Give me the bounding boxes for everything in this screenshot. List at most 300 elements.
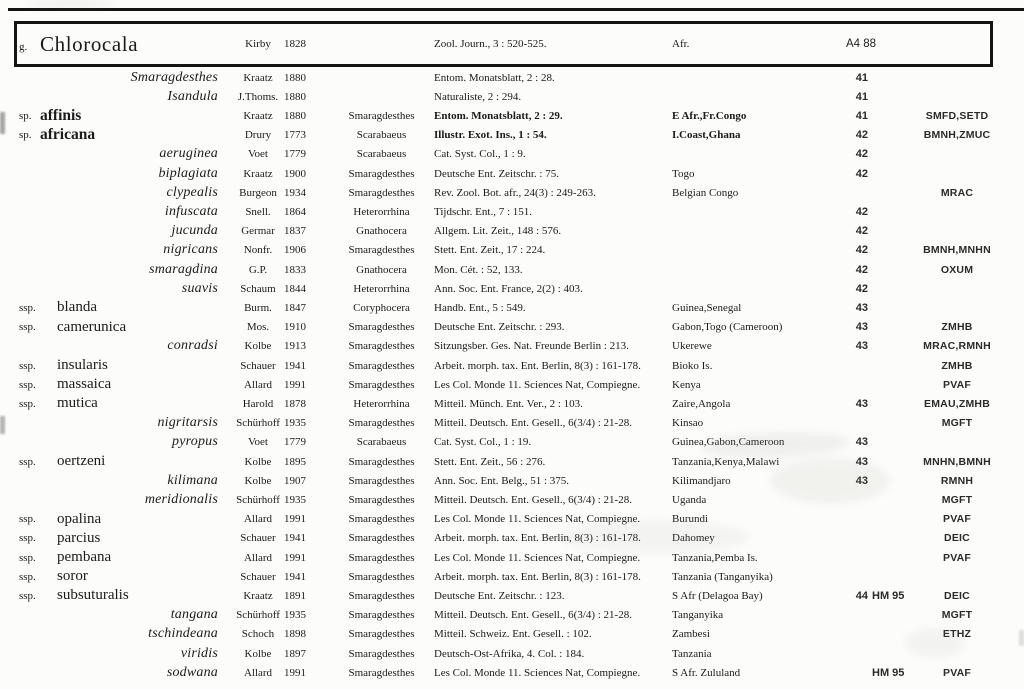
year: 1913 [284, 340, 306, 353]
original-genus: Smaragdesthes [348, 589, 415, 602]
museum-codes: EMAU,ZMHB [924, 397, 990, 410]
rank-prefix: ssp. [19, 378, 36, 391]
distribution: Zambesi [672, 628, 710, 641]
distribution: Guinea,Senegal [672, 301, 742, 314]
taxon-name: oertzeni [57, 453, 106, 470]
original-genus: Heterorrhina [353, 205, 410, 218]
author: Allard [243, 551, 273, 564]
taxon-name: parcius [57, 529, 101, 546]
distribution: Uganda [672, 493, 707, 506]
distribution [672, 87, 840, 106]
page-number: 44 [855, 589, 868, 602]
museum-codes: ZMHB [941, 359, 973, 372]
year: 1907 [284, 474, 306, 487]
table-row [0, 145, 1024, 164]
citation: Deutsch-Ost-Afrika, 4. Col. : 184. [434, 647, 585, 660]
taxon-name: smaragdina [149, 261, 218, 277]
author: Burm. [244, 301, 272, 314]
table-row [0, 586, 1024, 605]
author: Schoch [241, 628, 275, 641]
page-number: 41 [855, 109, 868, 122]
citation: Mitteil. Deutsch. Ent. Gesell., 6(3/4) : 21-28. [434, 493, 632, 506]
author: Kraatz [243, 589, 273, 602]
table-row [0, 241, 1024, 260]
original-genus: Smaragdesthes [348, 609, 415, 622]
table-row [0, 87, 1024, 106]
page-number [840, 548, 868, 567]
table-row [0, 222, 1024, 241]
year: 1935 [284, 493, 306, 506]
table-row [0, 183, 1024, 202]
rank-prefix: ssp. [19, 455, 36, 468]
museum-codes: MGFT [941, 417, 973, 430]
table-row [0, 606, 1024, 625]
taxon-name: nigritarsis [157, 415, 218, 431]
hm-reference: HM 95 [872, 589, 905, 602]
original-genus: Smaragdesthes [348, 359, 415, 372]
original-genus [330, 68, 433, 87]
year: 1941 [284, 570, 306, 583]
taxon-name: subsuturalis [57, 587, 129, 604]
distribution [672, 222, 840, 241]
year: 1897 [284, 647, 306, 660]
page-number: 43 [855, 301, 868, 314]
museum-codes: MNHN,BMNH [923, 455, 991, 468]
citation: Tijdschr. Ent., 7 : 151. [434, 205, 532, 218]
original-genus: Heterorrhina [353, 397, 410, 410]
citation: Cat. Syst. Col., 1 : 9. [434, 148, 526, 161]
citation: Naturaliste, 2 : 294. [434, 90, 522, 103]
distribution: Tanganyika [672, 609, 724, 622]
year: 1864 [284, 205, 306, 218]
original-genus: Smaragdesthes [348, 532, 415, 545]
distribution: Tanzania,Kenya,Malawi [672, 455, 780, 468]
distribution: Afr. [672, 38, 690, 50]
museum-codes: PVAF [942, 378, 972, 391]
page-number: 43 [855, 340, 868, 353]
year: 1906 [284, 244, 306, 257]
taxon-name: viridis [180, 645, 218, 661]
scan-edge-mark [0, 416, 5, 434]
taxon-name: pyropus [172, 434, 218, 450]
year: 1891 [284, 589, 306, 602]
year: 1847 [284, 301, 306, 314]
citation: Deutsche Ent. Zeitschr. : 293. [434, 321, 565, 334]
page-number: 43 [855, 455, 868, 468]
museum-codes: PVAF [942, 513, 972, 526]
author: Germar [241, 225, 275, 238]
page-number: 42 [855, 167, 868, 180]
taxon-name: soror [57, 568, 88, 585]
year: 1898 [284, 628, 306, 641]
author: Schürhoff [236, 417, 280, 430]
distribution: Kilimandjaro [672, 474, 731, 487]
table-row [0, 337, 1024, 356]
original-genus: Smaragdesthes [348, 647, 415, 660]
table-row [0, 625, 1024, 644]
taxon-name: insularis [57, 357, 108, 374]
year: 1880 [284, 109, 306, 122]
museum-codes: BMNH,ZMUC [923, 129, 991, 142]
distribution: Tanzania (Tanganyika) [672, 570, 773, 583]
original-genus: Smaragdesthes [348, 474, 415, 487]
museum-codes: MRAC [940, 186, 974, 199]
distribution: Dahomey [672, 532, 715, 545]
museum-codes: MGFT [941, 493, 973, 506]
museum-codes [910, 202, 1004, 221]
year: 1779 [284, 148, 306, 161]
rank-prefix: ssp. [19, 589, 36, 602]
table-row [0, 202, 1024, 221]
original-genus: Gnathocera [356, 225, 407, 238]
distribution: Kenya [672, 378, 701, 391]
page-number [840, 510, 868, 529]
museum-codes: SMFD,SETD [925, 109, 989, 122]
year: 1991 [284, 378, 306, 391]
original-genus: Smaragdesthes [348, 417, 415, 430]
taxon-name: mutica [57, 395, 98, 412]
original-genus: Smaragdesthes [348, 666, 415, 679]
author: Kolbe [244, 647, 272, 660]
distribution: I.Coast,Ghana [672, 129, 741, 142]
author: Schaum [240, 282, 276, 295]
page-number [840, 375, 868, 394]
museum-codes: MRAC,RMNH [923, 340, 991, 353]
year: 1900 [284, 167, 306, 180]
year: 1779 [284, 436, 306, 449]
citation: Mitteil. Deutsch. Ent. Gesell., 6(3/4) : 21-28. [434, 417, 632, 430]
taxon-name: biplagiata [158, 165, 218, 181]
original-genus [330, 21, 433, 67]
citation: Handb. Ent., 5 : 549. [434, 301, 526, 314]
citation: Mon. Cét. : 52, 133. [434, 263, 523, 276]
museum-codes [910, 164, 1004, 183]
table-row [0, 298, 1024, 317]
museum-codes [910, 87, 1004, 106]
distribution: Tanzania,Pemba Is. [672, 551, 758, 564]
author: Snell. [245, 205, 271, 218]
page-number [840, 356, 868, 375]
rank-prefix: ssp. [19, 551, 36, 564]
citation: Ann. Soc. Ent. Belg., 51 : 375. [434, 474, 570, 487]
taxon-name: affinis [40, 106, 82, 124]
year: 1991 [284, 551, 306, 564]
museum-codes: BMNH,MNHN [923, 244, 991, 257]
original-genus [330, 87, 433, 106]
museum-codes: DEIC [944, 589, 970, 602]
citation: Entom. Monatsblatt, 2 : 29. [434, 109, 563, 122]
table-row [0, 68, 1024, 87]
page-number: 41 [855, 90, 868, 103]
taxon-name: tangana [170, 607, 218, 623]
year: 1934 [284, 186, 306, 199]
year: 1935 [284, 609, 306, 622]
distribution: Bioko Is. [672, 359, 713, 372]
museum-codes: ETHZ [942, 628, 972, 641]
page-number [840, 567, 868, 586]
author: Kirby [245, 38, 271, 50]
table-row [0, 567, 1024, 586]
taxon-name: pembana [57, 549, 112, 566]
rank-prefix: sp. [19, 129, 32, 142]
table-row [0, 663, 1024, 682]
rank-prefix: sp. [19, 109, 32, 122]
museum-codes [910, 298, 1004, 317]
citation: Mitteil. Schweiz. Ent. Gesell. : 102. [434, 628, 592, 641]
taxon-name: massaica [57, 376, 112, 393]
distribution [672, 145, 840, 164]
museum-codes: OXUM [940, 263, 974, 276]
distribution: S Afr. Zululand [672, 666, 741, 679]
page-number [840, 490, 868, 509]
museum-codes [910, 21, 1004, 67]
rank-prefix: ssp. [19, 359, 36, 372]
citation: Stett. Ent. Zeit., 56 : 276. [434, 455, 546, 468]
year: 1773 [284, 129, 306, 142]
year: 1910 [284, 321, 306, 334]
original-genus: Coryphocera [353, 301, 410, 314]
rank-prefix: g. [19, 41, 28, 53]
rank-prefix: ssp. [19, 301, 36, 314]
page-number: 42 [855, 244, 868, 257]
table-row [0, 260, 1024, 279]
table-row [0, 279, 1024, 298]
top-rule [8, 8, 1024, 11]
original-genus: Scarabaeus [356, 148, 407, 161]
author: Schürhoff [236, 609, 280, 622]
rank-prefix: ssp. [19, 532, 36, 545]
citation: Les Col. Monde 11. Sciences Nat, Compiegne. [434, 378, 641, 391]
museum-codes [910, 68, 1004, 87]
citation: Stett. Ent. Zeit., 17 : 224. [434, 244, 546, 257]
distribution: S Afr (Delagoa Bay) [672, 589, 763, 602]
table-row [0, 164, 1024, 183]
author: Kolbe [244, 455, 272, 468]
author: J.Thoms. [237, 90, 279, 103]
author: Kraatz [243, 109, 273, 122]
scan-smudge [25, 0, 115, 7]
author: Allard [243, 513, 273, 526]
citation: Mitteil. Deutsch. Ent. Gesell., 6(3/4) : 21-28. [434, 609, 632, 622]
rank-prefix: ssp. [19, 570, 36, 583]
original-genus: Smaragdesthes [348, 186, 415, 199]
taxon-name: nigricans [163, 242, 218, 258]
citation: Sitzungsber. Ges. Nat. Freunde Berlin : 213. [434, 340, 629, 353]
distribution: Gabon,Togo (Cameroon) [672, 321, 783, 334]
year: 1991 [284, 666, 306, 679]
page-number [840, 663, 868, 682]
citation: Rev. Zool. Bot. afr., 24(3) : 249-263. [434, 186, 596, 199]
author: Schauer [240, 359, 276, 372]
author: Schauer [240, 532, 276, 545]
year: 1828 [284, 38, 306, 50]
year: 1833 [284, 263, 306, 276]
table-row [0, 318, 1024, 337]
author: Nonfr. [243, 244, 273, 257]
rank-prefix: ssp. [19, 321, 36, 334]
distribution [672, 279, 840, 298]
year: 1880 [284, 71, 306, 84]
year: 1844 [284, 282, 306, 295]
citation: Arbeit. morph. tax. Ent. Berlin, 8(3) : 161-178. [434, 359, 641, 372]
original-genus: Smaragdesthes [348, 244, 415, 257]
taxon-name: africana [40, 126, 96, 144]
original-genus: Gnathocera [356, 263, 407, 276]
citation: Allgem. Lit. Zeit., 148 : 576. [434, 225, 562, 238]
table-row [0, 433, 1024, 452]
year: 1837 [284, 225, 306, 238]
citation: Les Col. Monde 11. Sciences Nat, Compiegne. [434, 551, 641, 564]
museum-codes: DEIC [944, 532, 970, 545]
rank-prefix: ssp. [19, 513, 36, 526]
distribution: Guinea,Gabon,Cameroon [672, 436, 785, 449]
citation: Ann. Soc. Ent. France, 2(2) : 403. [434, 282, 583, 295]
year: 1941 [284, 532, 306, 545]
page-number: 42 [855, 282, 868, 295]
author: Mos. [246, 321, 270, 334]
citation: Les Col. Monde 11. Sciences Nat, Compiegne. [434, 513, 641, 526]
table-row [0, 452, 1024, 471]
original-genus: Smaragdesthes [348, 109, 415, 122]
page-number [840, 606, 868, 625]
taxon-name: Isandula [167, 88, 218, 104]
table-row [0, 548, 1024, 567]
author: Harold [242, 397, 274, 410]
taxon-name: Chlorocala [40, 31, 139, 56]
citation: Arbeit. morph. tax. Ent. Berlin, 8(3) : 161-178. [434, 570, 641, 583]
table-row [0, 356, 1024, 375]
author: Kolbe [244, 474, 272, 487]
original-genus: Smaragdesthes [348, 513, 415, 526]
citation: Arbeit. morph. tax. Ent. Berlin, 8(3) : 161-178. [434, 532, 641, 545]
taxon-name: clypealis [166, 184, 218, 200]
page-number [840, 625, 868, 644]
distribution: E Afr.,Fr.Congo [672, 109, 747, 122]
page-number: 42 [855, 263, 868, 276]
museum-codes [910, 644, 1004, 663]
author: Kolbe [244, 340, 272, 353]
table-row [0, 21, 1024, 67]
taxon-name: blanda [57, 299, 97, 316]
hm-reference: HM 95 [872, 666, 905, 679]
distribution: Zaire,Angola [672, 397, 731, 410]
museum-codes [910, 433, 1004, 452]
author: Schürhoff [236, 493, 280, 506]
citation: Les Col. Monde 11. Sciences Nat, Compiegne. [434, 666, 641, 679]
original-genus: Smaragdesthes [348, 378, 415, 391]
original-genus: Heterorrhina [353, 282, 410, 295]
taxon-name: conradsi [167, 338, 218, 354]
year: 1880 [284, 90, 306, 103]
distribution: Ukerewe [672, 340, 712, 353]
citation: Illustr. Exot. Ins., 1 : 54. [434, 129, 547, 142]
page-number [840, 529, 868, 548]
author: Kraatz [243, 71, 273, 84]
museum-codes: MGFT [941, 609, 973, 622]
taxon-name: sodwana [166, 664, 218, 680]
taxon-name: infuscata [164, 203, 218, 219]
distribution [672, 241, 840, 260]
page-number: 43 [855, 397, 868, 410]
author: Allard [243, 666, 273, 679]
original-genus: Smaragdesthes [348, 321, 415, 334]
original-genus: Smaragdesthes [348, 570, 415, 583]
taxon-name: meridionalis [144, 491, 218, 507]
page-number: 43 [855, 321, 868, 334]
original-genus: Smaragdesthes [348, 455, 415, 468]
taxon-name: aeruginea [159, 146, 218, 162]
table-row [0, 375, 1024, 394]
table-row [0, 471, 1024, 490]
distribution: Kinsao [672, 417, 704, 430]
year: 1878 [284, 397, 306, 410]
page-number: 41 [855, 71, 868, 84]
museum-codes [910, 279, 1004, 298]
page-number: 43 [855, 474, 868, 487]
page-number [840, 414, 868, 433]
page-number [840, 183, 868, 202]
original-genus: Scarabaeus [356, 129, 407, 142]
citation: Entom. Monatsblatt, 2 : 28. [434, 71, 555, 84]
taxon-name: tschindeana [148, 626, 218, 642]
museum-codes: ZMHB [941, 321, 973, 334]
taxon-name: opalina [57, 510, 102, 527]
original-genus: Scarabaeus [356, 436, 407, 449]
museum-codes [910, 145, 1004, 164]
distribution: Belgian Congo [672, 186, 739, 199]
taxon-name: suavis [181, 280, 218, 296]
page-number: 42 [855, 225, 868, 238]
page-number: 42 [855, 148, 868, 161]
table-row [0, 644, 1024, 663]
author: Burgeon [239, 186, 277, 199]
scan-edge-mark [0, 112, 5, 134]
citation: Deutsche Ent. Zeitschr. : 123. [434, 589, 565, 602]
distribution [672, 260, 840, 279]
table-row [0, 529, 1024, 548]
museum-codes: RMNH [940, 474, 974, 487]
taxon-name: jucunda [171, 223, 218, 239]
author: Voet [248, 148, 268, 161]
rank-prefix: ssp. [19, 397, 36, 410]
original-genus: Smaragdesthes [348, 340, 415, 353]
distribution: Burundi [672, 513, 709, 526]
table-row [0, 106, 1024, 125]
year: 1941 [284, 359, 306, 372]
year: 1935 [284, 417, 306, 430]
original-genus: Smaragdesthes [348, 551, 415, 564]
museum-codes: PVAF [942, 551, 972, 564]
table-row [0, 394, 1024, 413]
year: 1895 [284, 455, 306, 468]
author: Schauer [240, 570, 276, 583]
page-number: 42 [855, 129, 868, 142]
original-genus: Smaragdesthes [348, 493, 415, 506]
museum-codes: PVAF [942, 666, 972, 679]
author: Kraatz [243, 167, 273, 180]
distribution [672, 202, 840, 221]
year: 1991 [284, 513, 306, 526]
distribution [672, 68, 840, 87]
taxon-name: Smaragdesthes [130, 69, 218, 85]
page-number: 43 [855, 436, 868, 449]
citation: Mitteil. Münch. Ent. Ver., 2 : 103. [434, 397, 583, 410]
author: Allard [243, 378, 273, 391]
taxon-name: camerunica [57, 318, 127, 335]
page-number: 42 [855, 205, 868, 218]
museum-codes [910, 222, 1004, 241]
author: Drury [244, 129, 272, 142]
